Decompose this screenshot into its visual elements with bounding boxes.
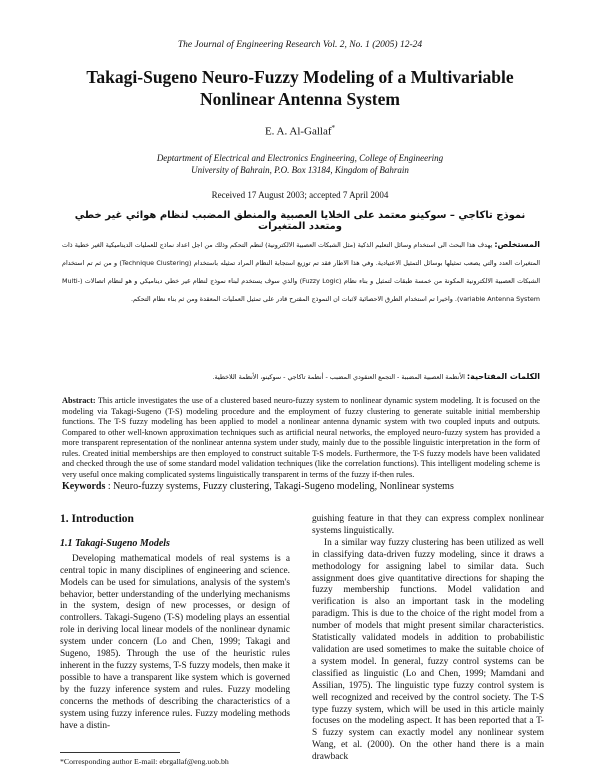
corresponding-author-footnote: *Corresponding author E-mail: ebrgallaf@eng.uob.bh <box>60 757 229 766</box>
author-name <box>0 124 600 138</box>
right-column <box>312 514 544 764</box>
journal-header: The Journal of Engineering Research Vol. 2, No. 1 (2005) 12-24 <box>177 40 423 50</box>
keywords-label: Keywords <box>62 481 106 492</box>
received-dates: Received 17 August 2003; accepted 7 April 2004 <box>211 190 389 200</box>
arabic-abstract-label: المستخلص: <box>494 240 540 249</box>
english-abstract <box>62 396 540 480</box>
author-footnote-mark: * <box>331 124 336 132</box>
section-heading-introduction: 1. Introduction <box>60 513 134 525</box>
affiliation-line-1: Deptartment of Electrical and Electronics Engineering, College of Engineering <box>156 153 444 163</box>
right-paragraph-2: In a similar way fuzzy clustering has been utilized as well in classifying data-driven fuzzy modeling, since it draws a methodology for assigning label to similar data. Such assignment does give quantitative directions for shaping the fuzzy membership functions. Model validation and verification is also an important task in the modeling paradigm. This is due to the choice of the right model from a number of models that might present similar characteristics. Statistically validated models in addition to probabilistic validation are used sometimes to make the suitable choice of a system model. In general, fuzzy control systems can be classified as linguistic (Lo and Chen, 1999; Mamdani and Assilian, 1975). The linguistic type fuzzy control system is well recognized and received by the control society. The T-S type fuzzy system, which will be used in this article mainly focuses on the modeling aspect. It has been reported that a T-S fuzzy system can exactly model any nonlinear system Wang, et al. (2000). On the other hand there is a main drawback <box>312 537 544 763</box>
arabic-keywords-text: الأنظمة العصبية المضببة - التجمع العنقودي المضبب - أنظمة تاكاجي - سوكينو، الأنظمة اللاخطية. <box>212 373 465 381</box>
left-paragraph: Developing mathematical models of real systems is a central topic in many disciplines of engineering and science. Models can be used for simulations, analysis of the system's behavior, better understanding of the underlying mechanisms in the system, design of new processes, or design of controllers. Takagi-Sugeno (T-S) modeling plays an essential role in deriving local linear models of the nonlinear dynamic system under concern (Lo and Chen, 1999; Takagi and Sugeno, 1985). Through the use of the heuristic rules inherent in the fuzzy systems, T-S fuzzy models, then make it possible to have a transparent like system which is governed by the fuzzy inference system and rules. Fuzzy modeling concerns the methods of describing the characteristics of a system using fuzzy inference rules. Fuzzy modeling methods have a distin- <box>60 553 290 731</box>
arabic-abstract <box>62 236 540 308</box>
abstract-label: Abstract: <box>62 396 96 405</box>
arabic-abstract-text: يهدف هذا البحث الى استخدام وسائل التعليم الذكية (مثل الشبكات العصبية الالكترونية) لنظم التحكم وذلك من اجل اعداد نماذج للعمليات الديناميكية الغير خطية ذات المتغيرات العدد والتي يصعب تمثيلها بوسائل التمثيل الاعتيادية. وفي هذا الاطار فقد تم توزيع استجابة النظام المراد تمثيله باستخدام (Technique Clustering) و من ثم تم استخدام الشبكات العصبية الالكترونية المكونة من خمسة طبقات لتمثيل و بناء نظام (Fuzzy Logic) والذي سوف يستخدم لبناء نموذج لنظام غير خطي ديناميكي و هو لنظام اتصالات (Multi-variable Antenna System). واخيرا تم استخدام الطرق الاحصائية لاثبات ان النموذج المقترح قادر على تمثيل العمليات المعقدة ومن ثم بناء نظام التحكم. <box>62 241 540 303</box>
left-column <box>60 514 290 732</box>
title-line-1: Takagi-Sugeno Neuro-Fuzzy Modeling of a Multivariable <box>86 67 514 87</box>
right-paragraph-1: guishing feature in that they can express complex nonlinear systems linguistically. <box>312 514 544 536</box>
affiliation <box>100 152 500 176</box>
title-line-2: Nonlinear Antenna System <box>200 89 400 109</box>
author-text: E. A. Al-Gallaf <box>264 125 332 138</box>
arabic-keywords-label: الكلمات المفتاحية: <box>466 372 540 381</box>
keywords <box>62 480 482 494</box>
arabic-title: نموذج تاكاجي – سوكينو معتمد على الخلايا العصبية والمنطق المضبب لنظام هوائي غير خطي ومتعدد المتغيرات <box>74 210 526 232</box>
keywords-text: : Neuro-fuzzy systems, Fuzzy clustering, Takagi-Sugeno modeling, Nonlinear systems <box>107 481 454 492</box>
footnote-divider <box>60 752 180 753</box>
paper-title <box>60 66 540 110</box>
affiliation-line-2: University of Bahrain, P.O. Box 13184, Kingdom of Bahrain <box>191 165 409 175</box>
subsection-heading-takagi-sugeno: 1.1 Takagi-Sugeno Models <box>60 537 170 549</box>
abstract-text: This article investigates the use of a clustered based neuro-fuzzy system to nonlinear dynamic system modeling. It is focused on the modeling via Takagi-Sugeno (T-S) modeling procedure and the employment of fuzzy clustering to generate suitable initial membership functions. The T-S fuzzy modeling has been applied to model a nonlinear antenna dynamic system with two coupled inputs and outputs. Compared to other well-known approximation techniques such as artificial neural networks, the employed neuro-fuzzy system has provided a more transparent representation of the nonlinear antenna system under study, mainly due to the possible linguistic interpretation in the form of rules. Created initial memberships are then employed to construct suitable T-S models. Furthermore, the T-S fuzzy models have been validated and checked through the use of some standard model validation techniques (like the correlation functions). This intelligent modeling scheme is very useful once making complicated systems linguistically transparent in terms of the fuzzy if-then rules. <box>62 396 540 479</box>
arabic-keywords <box>62 372 540 381</box>
